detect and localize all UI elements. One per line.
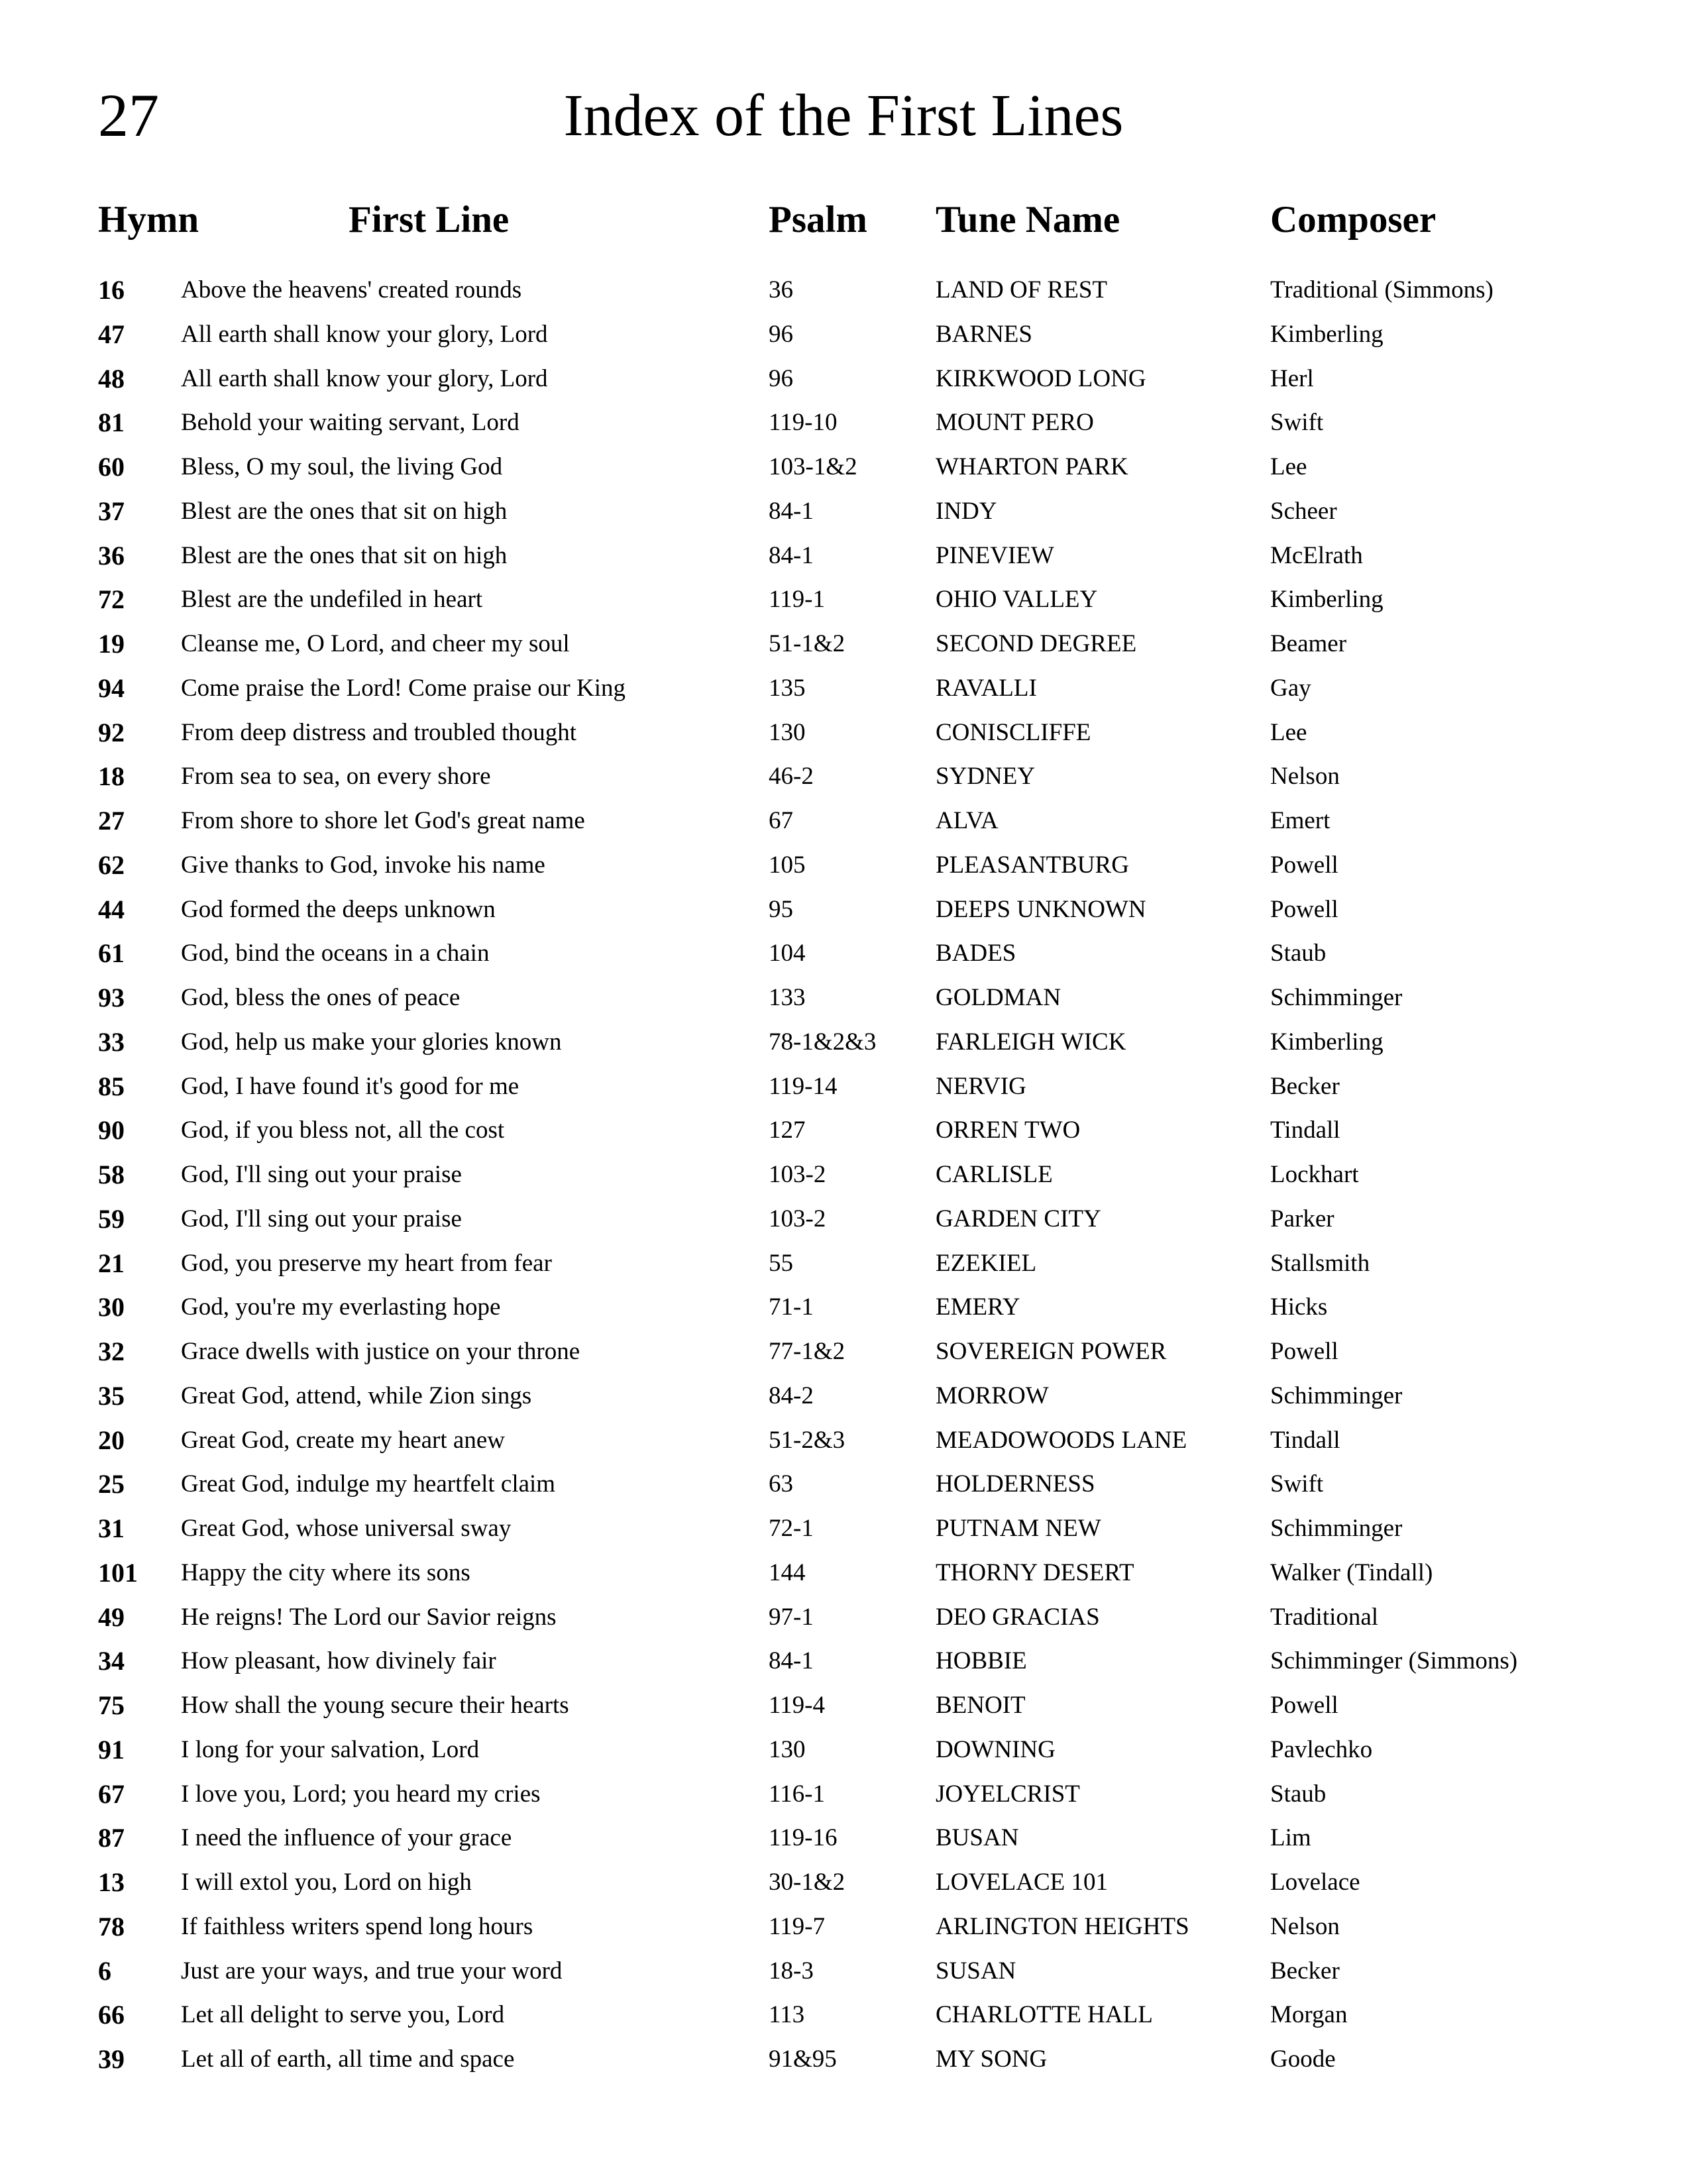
tune-name: DEEPS UNKNOWN [936,895,1146,923]
tune-name: SECOND DEGREE [936,630,1137,657]
hymn-number: 37 [98,496,125,526]
first-line: Blest are the ones that sit on high [181,541,508,569]
hymn-number: 21 [98,1248,125,1278]
tune-name: MORROW [936,1382,1049,1409]
hymn-number: 34 [98,1646,125,1676]
index-row [0,1020,1687,1065]
index-row [0,1684,1687,1728]
first-line: God, I have found it's good for me [181,1072,519,1100]
hymn-number: 60 [98,452,125,482]
psalm-ref: 133 [769,984,806,1011]
index-row [0,711,1687,755]
tune-name: NERVIG [936,1072,1026,1100]
hymn-number: 13 [98,1867,125,1897]
first-line: He reigns! The Lord our Savior reigns [181,1603,557,1631]
index-row [0,1462,1687,1507]
psalm-ref: 130 [769,718,806,746]
tune-name: BENOIT [936,1692,1026,1719]
index-row [0,622,1687,667]
hymn-number: 78 [98,1911,125,1941]
composer-name: Parker [1270,1205,1334,1232]
tune-name: GARDEN CITY [936,1205,1101,1232]
first-line: Bless, O my soul, the living God [181,453,503,480]
tune-name: OHIO VALLEY [936,586,1098,614]
first-line: God, bind the oceans in a chain [181,940,490,967]
composer-name: Lim [1270,1824,1311,1852]
tune-name: PINEVIEW [936,541,1054,569]
psalm-ref: 71-1 [769,1293,814,1321]
hymn-number: 39 [98,2044,125,2074]
index-row [0,490,1687,534]
index-row [0,2038,1687,2082]
index-row [0,844,1687,888]
hymn-number: 35 [98,1380,125,1411]
index-row [0,755,1687,799]
first-line: Blest are the undefiled in heart [181,586,483,614]
hymn-number: 47 [98,319,125,349]
composer-name: Nelson [1270,763,1340,791]
first-line: If faithless writers spend long hours [181,1912,533,1940]
composer-name: Scheer [1270,497,1337,525]
index-row [0,1993,1687,2038]
index-row [0,578,1687,622]
composer-name: Swift [1270,1470,1324,1498]
tune-name: INDY [936,497,997,525]
psalm-ref: 78-1&2&3 [769,1028,877,1056]
index-row [0,888,1687,932]
tune-name: LOVELACE 101 [936,1869,1108,1896]
tune-name: BADES [936,940,1016,967]
tune-name: EMERY [936,1293,1020,1321]
composer-name: Schimminger [1270,1382,1403,1409]
first-line: All earth shall know your glory, Lord [181,364,548,392]
psalm-ref: 103-1&2 [769,453,857,480]
index-list [0,268,1687,2082]
composer-name: Kimberling [1270,320,1384,348]
first-line: Let all of earth, all time and space [181,2046,515,2073]
hymn-number: 92 [98,717,125,747]
composer-name: Kimberling [1270,586,1384,614]
hymn-number: 20 [98,1425,125,1455]
tune-name: PLEASANTBURG [936,851,1129,879]
index-row [0,1596,1687,1640]
tune-name: PUTNAM NEW [936,1515,1101,1542]
psalm-ref: 72-1 [769,1515,814,1542]
first-line: God, you're my everlasting hope [181,1293,501,1321]
psalm-ref: 130 [769,1735,806,1763]
hymn-number: 27 [98,806,125,836]
tune-name: THORNY DESERT [936,1558,1134,1586]
first-line: I long for your salvation, Lord [181,1735,480,1763]
first-line: Behold your waiting servant, Lord [181,409,519,437]
index-row [0,445,1687,490]
composer-name: Kimberling [1270,1028,1384,1056]
tune-name: EZEKIEL [936,1249,1037,1277]
hymn-number: 16 [98,275,125,305]
composer-name: Traditional (Simmons) [1270,276,1494,303]
psalm-ref: 84-1 [769,1647,814,1675]
header-hymn: Hymn [98,199,199,241]
composer-name: Tindall [1270,1117,1340,1144]
hymn-number: 93 [98,983,125,1012]
hymn-number: 25 [98,1469,125,1500]
first-line: Great God, attend, while Zion sings [181,1382,532,1409]
psalm-ref: 104 [769,940,806,967]
tune-name: BUSAN [936,1824,1019,1852]
hymn-number: 44 [98,894,125,924]
tune-name: MOUNT PERO [936,409,1094,437]
first-line: All earth shall know your glory, Lord [181,320,548,348]
psalm-ref: 119-7 [769,1912,825,1940]
header-tune-name: Tune Name [936,199,1120,241]
composer-name: Goode [1270,2046,1336,2073]
index-row [0,1330,1687,1374]
page-title: Index of the First Lines [563,83,1124,148]
index-row [0,1905,1687,1949]
psalm-ref: 135 [769,674,806,702]
tune-name: HOBBIE [936,1647,1027,1675]
composer-name: Morgan [1270,2001,1348,2029]
tune-name: ORREN TWO [936,1117,1081,1144]
index-row [0,1507,1687,1551]
composer-name: Becker [1270,1957,1340,1985]
composer-name: Powell [1270,895,1338,923]
hymn-number: 33 [98,1026,125,1057]
composer-name: Schimminger [1270,1515,1403,1542]
hymn-number: 61 [98,938,125,969]
index-row [0,1949,1687,1994]
index-row [0,1109,1687,1153]
page-number: 27 [98,82,159,149]
psalm-ref: 63 [769,1470,793,1498]
first-line: I love you, Lord; you heard my cries [181,1780,541,1808]
tune-name: JOYELCRIST [936,1780,1080,1808]
first-line: Come praise the Lord! Come praise our King [181,674,626,702]
composer-name: Becker [1270,1072,1340,1100]
composer-name: Lee [1270,453,1307,480]
psalm-ref: 119-1 [769,586,825,614]
hymn-number: 75 [98,1690,125,1720]
tune-name: GOLDMAN [936,984,1061,1011]
first-line: Blest are the ones that sit on high [181,497,508,525]
first-line: From sea to sea, on every shore [181,763,491,791]
composer-name: Lovelace [1270,1869,1360,1896]
composer-name: Powell [1270,1692,1338,1719]
tune-name: WHARTON PARK [936,453,1128,480]
psalm-ref: 46-2 [769,763,814,791]
psalm-ref: 119-10 [769,409,838,437]
tune-name: DEO GRACIAS [936,1603,1100,1631]
hymn-number: 32 [98,1337,125,1366]
hymn-number: 30 [98,1292,125,1323]
composer-name: Schimminger (Simmons) [1270,1647,1518,1675]
tune-name: CONISCLIFFE [936,718,1091,746]
first-line: God, I'll sing out your praise [181,1205,462,1232]
composer-name: Traditional [1270,1603,1379,1631]
hymn-number: 67 [98,1778,125,1809]
first-line: God formed the deeps unknown [181,895,496,923]
psalm-ref: 77-1&2 [769,1338,845,1365]
psalm-ref: 84-2 [769,1382,814,1409]
first-line: I need the influence of your grace [181,1824,512,1852]
psalm-ref: 103-2 [769,1161,826,1188]
hymn-number: 81 [98,408,125,438]
header-psalm: Psalm [769,199,867,241]
first-line: Cleanse me, O Lord, and cheer my soul [181,630,570,657]
composer-name: Emert [1270,807,1331,834]
tune-name: RAVALLI [936,674,1037,702]
psalm-ref: 103-2 [769,1205,826,1232]
hymn-number: 66 [98,2000,125,2030]
psalm-ref: 119-14 [769,1072,838,1100]
tune-name: HOLDERNESS [936,1470,1095,1498]
composer-name: Walker (Tindall) [1270,1558,1433,1586]
psalm-ref: 30-1&2 [769,1869,845,1896]
psalm-ref: 96 [769,364,793,392]
tune-name: BARNES [936,320,1032,348]
hymn-number: 85 [98,1071,125,1101]
first-line: I will extol you, Lord on high [181,1869,472,1896]
first-line: Grace dwells with justice on your throne [181,1338,580,1365]
psalm-ref: 84-1 [769,497,814,525]
composer-name: Swift [1270,409,1324,437]
tune-name: SYDNEY [936,763,1036,791]
hymn-number: 91 [98,1734,125,1765]
first-line: Above the heavens' created rounds [181,276,522,303]
hymn-number: 58 [98,1160,125,1189]
hymn-number: 90 [98,1115,125,1146]
psalm-ref: 144 [769,1558,806,1586]
tune-name: DOWNING [936,1735,1056,1763]
index-row [0,1285,1687,1330]
index-row [0,1773,1687,1817]
hymn-number: 59 [98,1203,125,1234]
index-row [0,1242,1687,1286]
index-row [0,313,1687,357]
first-line: Great God, create my heart anew [181,1426,505,1454]
index-row [0,1153,1687,1197]
index-row [0,976,1687,1020]
composer-name: Herl [1270,364,1314,392]
first-line: God, help us make your glories known [181,1028,562,1056]
psalm-ref: 97-1 [769,1603,814,1631]
index-row [0,1419,1687,1463]
index-row [0,1861,1687,1905]
psalm-ref: 96 [769,320,793,348]
index-row [0,932,1687,976]
hymn-number: 101 [98,1557,138,1588]
composer-name: Staub [1270,1780,1327,1808]
tune-name: FARLEIGH WICK [936,1028,1126,1056]
first-line: Just are your ways, and true your word [181,1957,563,1985]
tune-name: MY SONG [936,2046,1048,2073]
tune-name: CHARLOTTE HALL [936,2001,1153,2029]
tune-name: ALVA [936,807,999,834]
first-line: From shore to shore let God's great name [181,807,585,834]
first-line: God, you preserve my heart from fear [181,1249,552,1277]
hymn-number: 31 [98,1513,125,1543]
composer-name: McElrath [1270,541,1363,569]
tune-name: MEADOWOODS LANE [936,1426,1187,1454]
index-row [0,1197,1687,1242]
psalm-ref: 119-4 [769,1692,825,1719]
index-row [0,1728,1687,1773]
psalm-ref: 105 [769,851,806,879]
hymn-number: 6 [98,1955,111,1986]
composer-name: Nelson [1270,1912,1340,1940]
first-line: From deep distress and troubled thought [181,718,577,746]
composer-name: Powell [1270,1338,1338,1365]
index-row [0,357,1687,402]
first-line: God, if you bless not, all the cost [181,1117,505,1144]
psalm-ref: 113 [769,2001,805,2029]
composer-name: Gay [1270,674,1311,702]
hymn-number: 72 [98,584,125,615]
first-line: Happy the city where its sons [181,1558,470,1586]
tune-name: LAND OF REST [936,276,1108,303]
psalm-ref: 55 [769,1249,793,1277]
hymn-number: 36 [98,540,125,571]
psalm-ref: 51-2&3 [769,1426,845,1454]
hymn-number: 49 [98,1602,125,1632]
composer-name: Hicks [1270,1293,1328,1321]
index-row [0,1816,1687,1861]
psalm-ref: 67 [769,807,793,834]
hymn-number: 18 [98,761,125,792]
index-row [0,667,1687,711]
tune-name: ARLINGTON HEIGHTS [936,1912,1189,1940]
index-row [0,1065,1687,1109]
index-row [0,1551,1687,1596]
index-row [0,401,1687,445]
tune-name: KIRKWOOD LONG [936,364,1146,392]
hymn-number: 87 [98,1823,125,1853]
composer-name: Lockhart [1270,1161,1359,1188]
hymn-number: 19 [98,629,125,659]
index-row [0,1374,1687,1419]
first-line: How shall the young secure their hearts [181,1692,569,1719]
psalm-ref: 127 [769,1117,806,1144]
index-row [0,799,1687,844]
hymn-number: 62 [98,849,125,880]
index-row [0,268,1687,313]
header-composer: Composer [1270,199,1437,241]
header-first-line: First Line [349,199,510,241]
psalm-ref: 36 [769,276,793,303]
first-line: Let all delight to serve you, Lord [181,2001,505,2029]
tune-name: SOVEREIGN POWER [936,1338,1167,1365]
psalm-ref: 91&95 [769,2046,837,2073]
psalm-ref: 95 [769,895,793,923]
column-headers [0,193,1687,246]
first-line: God, I'll sing out your praise [181,1161,462,1188]
composer-name: Stallsmith [1270,1249,1370,1277]
first-line: Give thanks to God, invoke his name [181,851,545,879]
composer-name: Powell [1270,851,1338,879]
composer-name: Beamer [1270,630,1347,657]
psalm-ref: 18-3 [769,1957,814,1985]
first-line: Great God, whose universal sway [181,1515,512,1542]
composer-name: Staub [1270,940,1327,967]
hymn-number: 94 [98,673,125,703]
tune-name: CARLISLE [936,1161,1053,1188]
psalm-ref: 84-1 [769,541,814,569]
composer-name: Schimminger [1270,984,1403,1011]
index-row [0,1639,1687,1684]
psalm-ref: 116-1 [769,1780,825,1808]
hymn-number: 48 [98,363,125,394]
tune-name: SUSAN [936,1957,1016,1985]
composer-name: Pavlechko [1270,1735,1373,1763]
composer-name: Lee [1270,718,1307,746]
composer-name: Tindall [1270,1426,1340,1454]
psalm-ref: 119-16 [769,1824,838,1852]
first-line: God, bless the ones of peace [181,984,461,1011]
first-line: Great God, indulge my heartfelt claim [181,1470,556,1498]
psalm-ref: 51-1&2 [769,630,845,657]
first-line: How pleasant, how divinely fair [181,1647,496,1675]
index-row [0,534,1687,578]
